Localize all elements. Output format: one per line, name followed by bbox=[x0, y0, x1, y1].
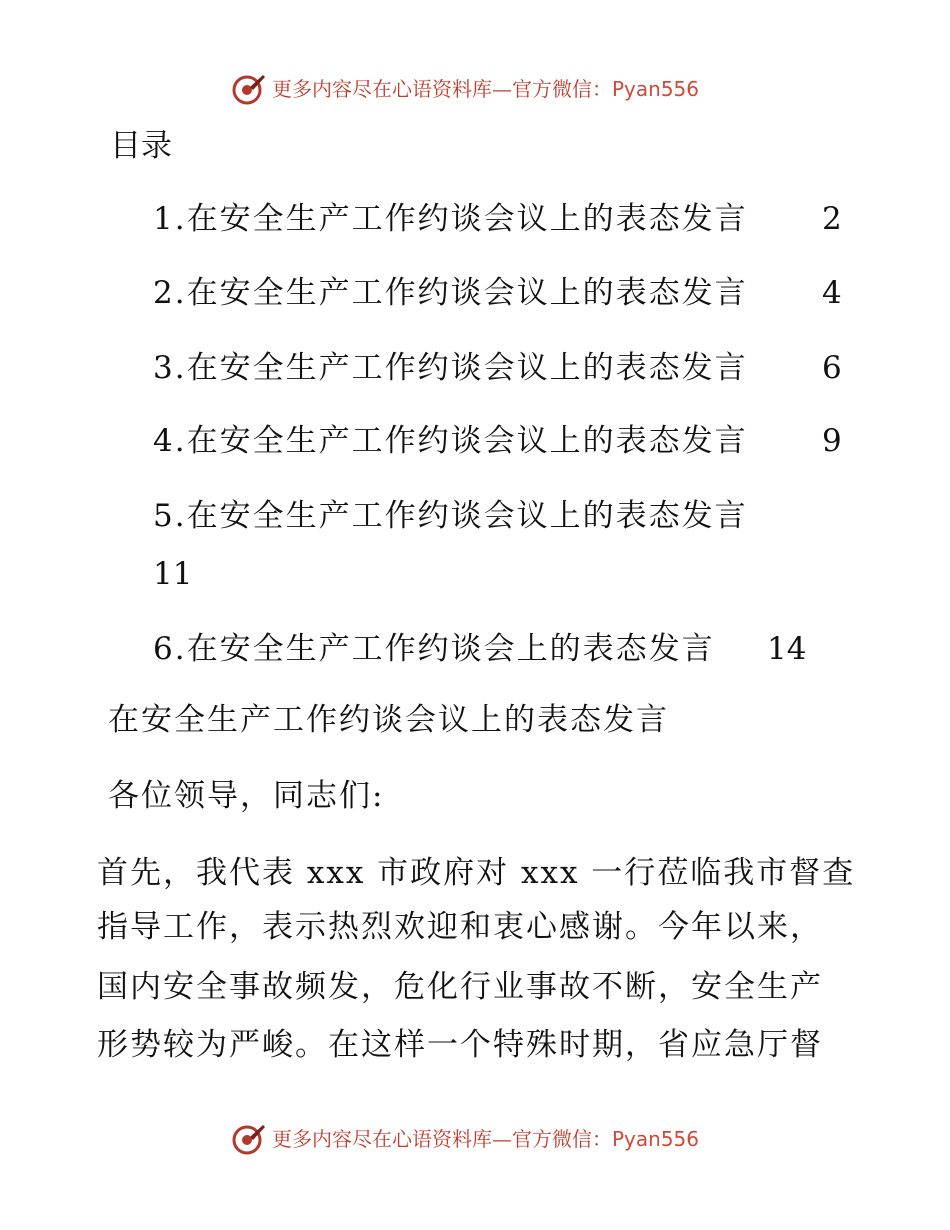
paragraph-line: 形势较为严峻。在这样一个特殊时期，省应急厅督 bbox=[97, 1027, 823, 1063]
wechat-id: Pyan556 bbox=[612, 77, 700, 101]
wechat-id: Pyan556 bbox=[612, 1127, 700, 1151]
toc-item[interactable]: 5.在安全生产工作约谈会议上的表态发言 bbox=[153, 498, 748, 534]
pen-logo-icon bbox=[232, 1122, 266, 1156]
toc-item[interactable]: 2.在安全生产工作约谈会议上的表态发言 bbox=[153, 275, 748, 311]
banner-text: 更多内容尽在心语资料库—官方微信：Pyan556 bbox=[272, 1127, 700, 1151]
footer-banner bbox=[0, 1120, 950, 1160]
section-heading: 在安全生产工作约谈会议上的表态发言 bbox=[108, 702, 669, 738]
paragraph-line: 首先，我代表 xxx 市政府对 xxx 一行莅临我市督查 bbox=[97, 855, 856, 891]
header-banner bbox=[0, 70, 950, 110]
toc-item[interactable]: 3.在安全生产工作约谈会议上的表态发言 bbox=[153, 350, 748, 386]
toc-title: 目录 bbox=[110, 128, 172, 164]
toc-page-number: 2 bbox=[822, 201, 842, 237]
pen-logo-icon bbox=[232, 72, 266, 106]
paragraph-line: 指导工作，表示热烈欢迎和衷心感谢。今年以来， bbox=[97, 909, 823, 945]
salutation: 各位领导，同志们: bbox=[108, 778, 385, 814]
toc-page-number: 11 bbox=[153, 556, 193, 592]
toc-page-number: 9 bbox=[822, 423, 842, 459]
toc-page-number: 4 bbox=[822, 275, 842, 311]
toc-item[interactable]: 6.在安全生产工作约谈会上的表态发言 bbox=[153, 631, 715, 667]
toc-page-number: 14 bbox=[767, 631, 807, 667]
toc-page-number: 6 bbox=[822, 350, 842, 386]
toc-item[interactable]: 4.在安全生产工作约谈会议上的表态发言 bbox=[153, 423, 748, 459]
paragraph-line: 国内安全事故频发，危化行业事故不断，安全生产 bbox=[97, 969, 823, 1005]
banner-text: 更多内容尽在心语资料库—官方微信：Pyan556 bbox=[272, 77, 700, 101]
toc-item[interactable]: 1.在安全生产工作约谈会议上的表态发言 bbox=[153, 201, 748, 237]
